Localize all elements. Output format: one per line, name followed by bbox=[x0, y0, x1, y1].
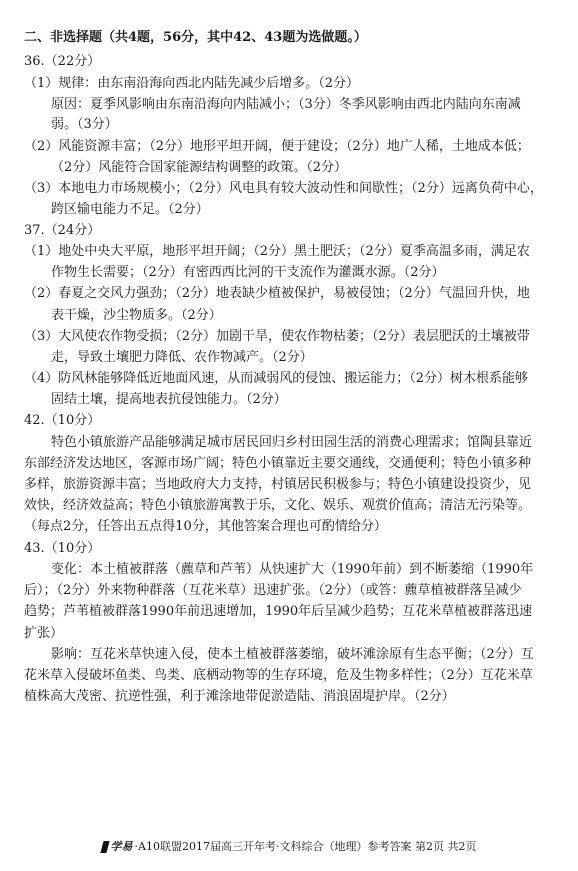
footer-logo: 学易 bbox=[110, 840, 133, 853]
q37-line: 表干燥，沙尘物质多。（2分） bbox=[51, 308, 222, 323]
logo-icon bbox=[100, 841, 109, 853]
page-footer bbox=[0, 838, 578, 854]
q36-header: 36.（22分） bbox=[24, 54, 101, 69]
q36-line: （2分）风能符合国家能源结构调整的政策。（2分） bbox=[51, 160, 348, 175]
q42-line: 效快，经济效益高；特色小镇旅游寓教于乐，文化、娱乐、观赏价值高；清洁无污染等。 bbox=[24, 498, 532, 513]
q36-line: （2）风能资源丰富；（2分）地形平坦开阔，便于建设；（2分）地广人稀，土地成本低； bbox=[24, 139, 530, 154]
footer-text: ·A10联盟2017届高三开年考·文科综合（地理）参考答案 第2页 共2页 bbox=[134, 840, 477, 853]
q42-header: 42.（10分） bbox=[24, 413, 101, 428]
q37-line: （4）防风林能够降低近地面风速，从而减弱风的侵蚀、搬运能力；（2分）树木根系能够 bbox=[24, 371, 529, 386]
q37-line: 走，导致土壤肥力降低、农作物减产。（2分） bbox=[51, 350, 313, 365]
q43-line: 后）；（2分）外来物种群落（互花米草）迅速扩张。（2分）（或答：藨草植被群落呈减少 bbox=[24, 583, 522, 598]
q37-line: 作物生长需要；（2分）有密西西比河的干支流作为灌溉水源。（2分） bbox=[51, 265, 445, 280]
q43-line: 影响：互花米草快速入侵，使本土植被群落萎缩，破坏滩涂原有生态平衡；（2分）互 bbox=[51, 647, 534, 662]
q37-header: 37.（24分） bbox=[24, 223, 101, 238]
q42-line: 多样，旅游资源丰富；当地政府大力支持，村镇居民积极参与；特色小镇建设投资少，见 bbox=[24, 477, 532, 492]
q36-line: 弱。（3分） bbox=[51, 117, 118, 132]
q37-line: 固结土壤，提高地表抗侵蚀能力。（2分） bbox=[51, 392, 287, 407]
q43-line: 变化：本土植被群落（藨草和芦苇）从快速扩大（1990年前）到不断萎缩（1990年 bbox=[51, 562, 534, 577]
q37-line: （2）春夏之交风力强劲；（2分）地表缺少植被保护，易被侵蚀；（2分）气温回升快，地 bbox=[24, 286, 530, 301]
q36-line: 跨区输电能力不足。（2分） bbox=[51, 202, 209, 217]
q37-line: （3）大风使农作物受损；（2分）加剧干旱，使农作物枯萎；（2分）表层肥沃的土壤被带 bbox=[24, 329, 530, 344]
q37-line: （1）地处中央大平原，地形平坦开阔；（2分）黑土肥沃；（2分）夏季高温多雨，满足农 bbox=[24, 244, 530, 259]
q43-line: 花米草入侵破坏鱼类、鸟类、底栖动物等的生存环境，危及生物多样性；（2分）互花米草 bbox=[24, 668, 533, 683]
q43-line: 扩张） bbox=[24, 626, 64, 641]
q42-line: 特色小镇旅游产品能够满足城市居民回归乡村田园生活的消费心理需求；馆陶县靠近 bbox=[51, 435, 533, 450]
q36-line: 原因：夏季风影响由东南沿海向内陆减小；（3分）冬季风影响由西北内陆向东南减 bbox=[51, 97, 521, 112]
section-title: 二、非选择题（共4题，56分，其中42、43题为选做题。） bbox=[24, 30, 367, 45]
q42-line: 东部经济发达地区，客源市场广阔；特色小镇靠近主要交通线，交通便利；特色小镇多种 bbox=[24, 456, 532, 471]
q36-line: （3）本地电力市场规模小；（2分）风电具有较大波动性和间歇性；（2分）远离负荷中心， bbox=[24, 181, 543, 196]
q42-line: （每点2分，任答出五点得10分，其他答案合理也可酌情给分） bbox=[24, 519, 387, 534]
q43-line: 植株高大茂密、抗逆性强，利于滩涂地带促淤造陆、消浪固堤护岸。（2分） bbox=[24, 689, 455, 704]
q43-line: 趋势；芦苇植被群落1990年前迅速增加，1990年后呈减少趋势；互花米草植被群落迅速 bbox=[24, 604, 533, 619]
q36-line: （1）规律：由东南沿海向西北内陆先减少后增多。（2分） bbox=[24, 76, 360, 91]
q43-header: 43.（10分） bbox=[24, 541, 101, 556]
